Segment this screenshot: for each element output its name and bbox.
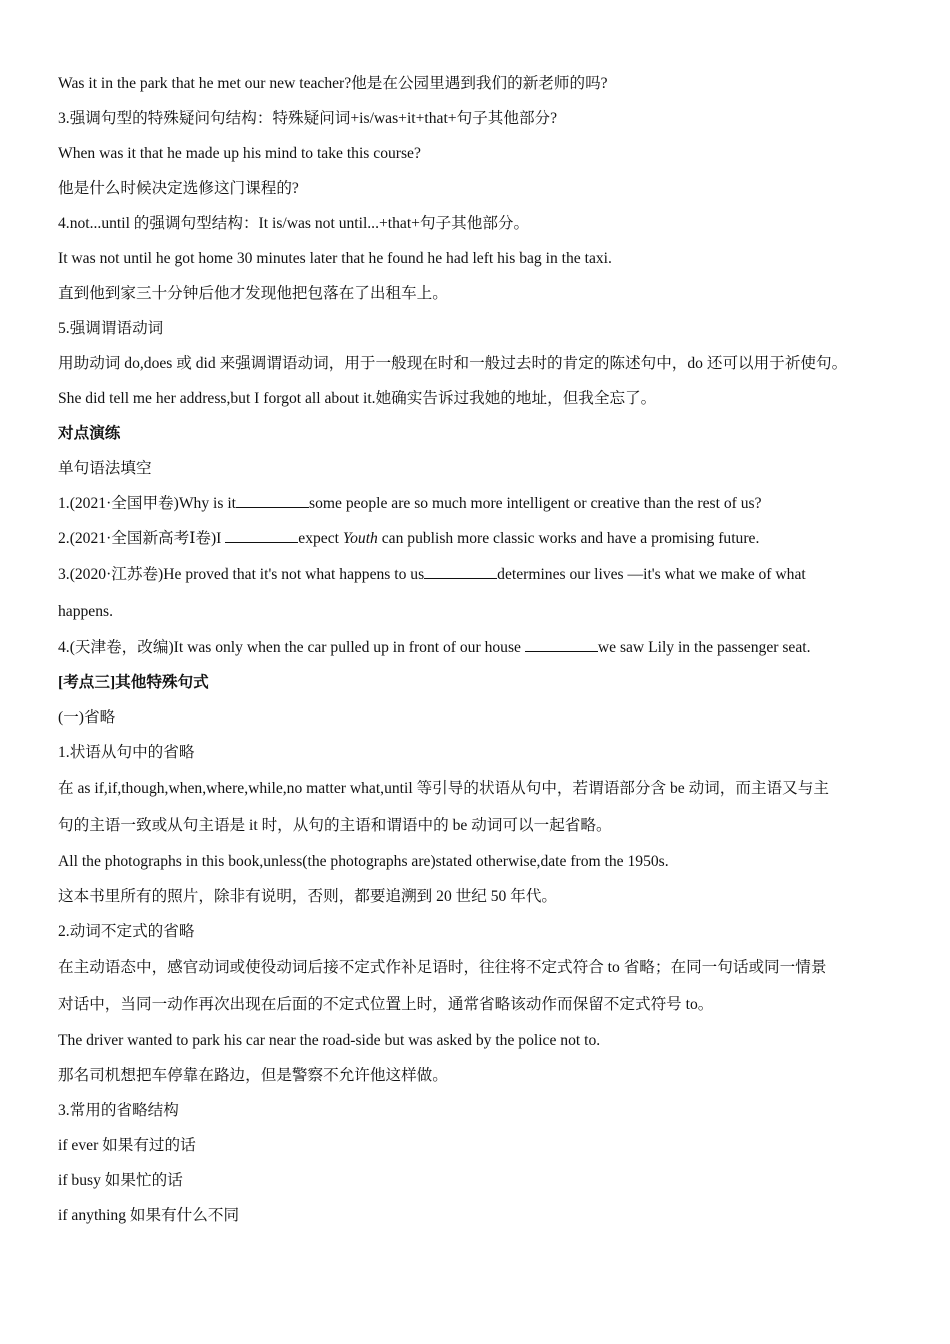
rule-heading: 3.常用的省略结构	[58, 1102, 179, 1119]
exercise-item-3-continued: happens.	[58, 603, 113, 620]
rule-text: 对话中，当同一动作再次出现在后面的不定式位置上时，通常省略该动作而保留不定式符号 to。	[58, 996, 714, 1013]
rule-text: 在主动语态中，感官动词或使役动词后接不定式作补足语时，往往将不定式符合 to 省略；在同一句话或同一情景	[58, 959, 827, 976]
example-sentence: When was it that he made up his mind to take this course?	[58, 145, 421, 162]
section-title: [考点三]其他特殊句式	[58, 674, 209, 691]
rule-heading: 4.not...until 的强调句型结构：It is/was not until...+that+句子其他部分。	[58, 215, 530, 232]
rule-heading: 5.强调谓语动词	[58, 320, 164, 337]
rule-text: 句的主语一致或从句主语是 it 时，从句的主语和谓语中的 be 动词可以一起省略。	[58, 817, 612, 834]
list-item: if anything 如果有什么不同	[58, 1207, 240, 1224]
exercise-item-2: 2.(2021·全国新高考Ⅰ卷)I expect Youth can publish more classic works and have a promising future.	[58, 530, 760, 547]
rule-text: 在 as if,if,though,when,where,while,no matter what,until 等引导的状语从句中，若谓语部分含 be 动词，而主语又与主	[58, 780, 829, 797]
exercise-item-1: 1.(2021·全国甲卷)Why is it some people are so much more intelligent or creative than the rest of us?	[58, 495, 762, 512]
list-item: if ever 如果有过的话	[58, 1137, 196, 1154]
list-item: if busy 如果忙的话	[58, 1172, 183, 1189]
example-sentence: It was not until he got home 30 minutes later that he found he had left his bag in the taxi.	[58, 250, 612, 267]
practice-heading: 对点演练	[58, 425, 121, 442]
rule-text: 用助动词 do,does 或 did 来强调谓语动词，用于一般现在时和一般过去时的肯定的陈述句中，do 还可以用于祈使句。	[58, 355, 848, 372]
translation: 直到他到家三十分钟后他才发现他把包落在了出租车上。	[58, 285, 448, 302]
example-sentence: All the photographs in this book,unless(the photographs are)stated otherwise,date from the 1950s.	[58, 853, 669, 870]
translation: 那名司机想把车停靠在路边，但是警察不允许他这样做。	[58, 1067, 448, 1084]
example-sentence: Was it in the park that he met our new teacher?他是在公园里遇到我们的新老师的吗?	[58, 75, 608, 92]
rule-heading: 2.动词不定式的省略	[58, 923, 195, 940]
answer-blank[interactable]	[225, 529, 298, 543]
translation: 这本书里所有的照片，除非有说明，否则，都要追溯到 20 世纪 50 年代。	[58, 888, 558, 905]
answer-blank[interactable]	[424, 565, 497, 579]
example-sentence: She did tell me her address,but I forgot all about it.她确实告诉过我她的地址，但我全忘了。	[58, 390, 657, 407]
translation: 他是什么时候决定选修这门课程的?	[58, 180, 299, 197]
answer-blank[interactable]	[525, 638, 598, 652]
exercise-item-4: 4.(天津卷，改编)It was only when the car pulled up in front of our house we saw Lily in the passenger seat.	[58, 639, 811, 656]
example-sentence: The driver wanted to park his car near the road-side but was asked by the police not to.	[58, 1032, 601, 1049]
rule-heading: 1.状语从句中的省略	[58, 744, 195, 761]
exercise-instruction: 单句语法填空	[58, 460, 152, 477]
subsection-heading: (一)省略	[58, 709, 116, 726]
exercise-item-3: 3.(2020·江苏卷)He proved that it's not what happens to us determines our lives —it's what we make of what	[58, 566, 806, 583]
rule-heading: 3.强调句型的特殊疑问句结构：特殊疑问词+is/was+it+that+句子其他部分?	[58, 110, 558, 127]
answer-blank[interactable]	[236, 494, 309, 508]
